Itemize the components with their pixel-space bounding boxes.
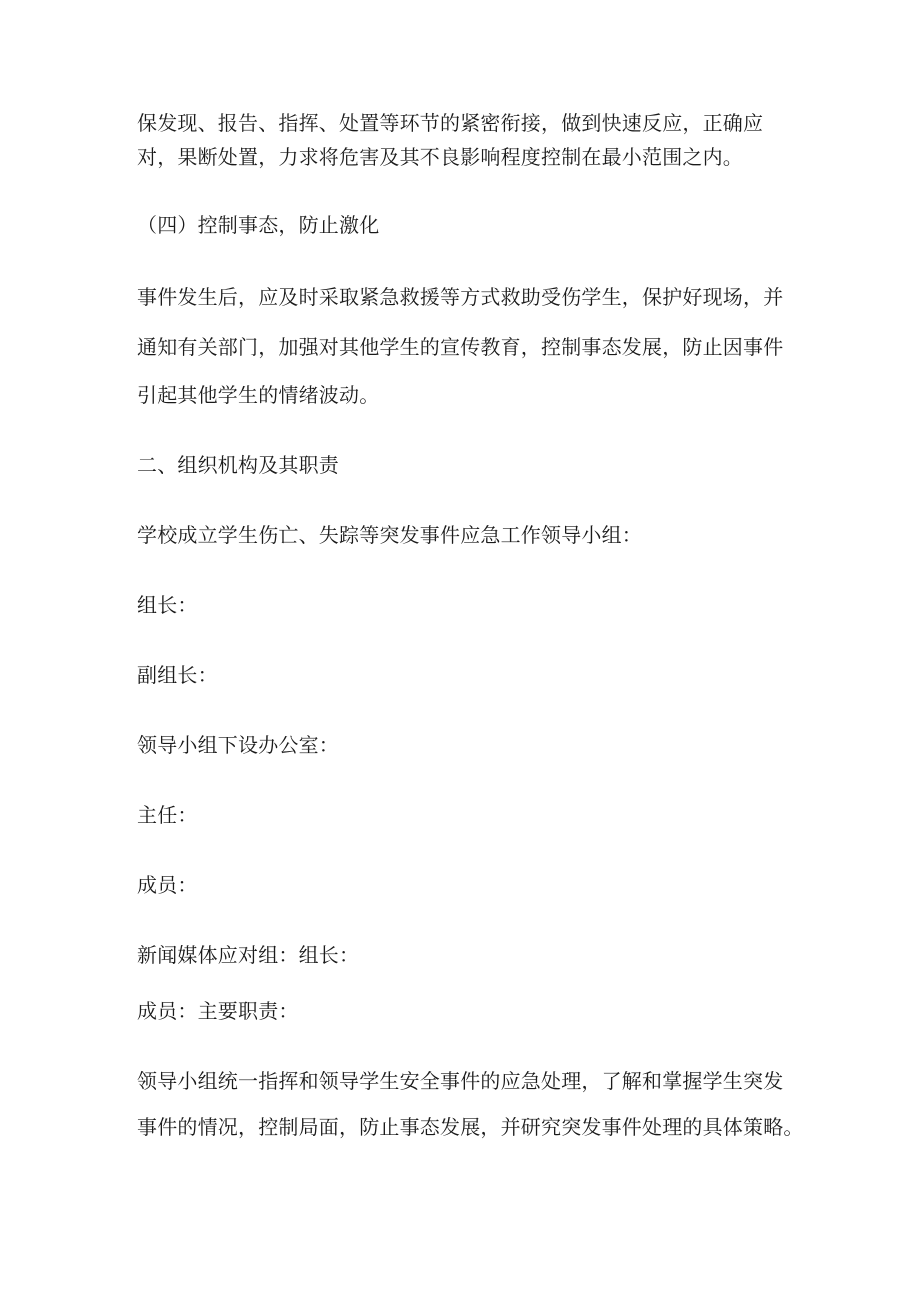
section-heading-control-situation: （四）控制事态，防止激化 bbox=[137, 213, 380, 237]
label-media-group-leader: 新闻媒体应对组：组长： bbox=[137, 943, 360, 967]
paragraph-line-1: 保发现、报告、指挥、处置等环节的紧密衔接，做到快速反应，正确应 bbox=[137, 111, 764, 135]
label-office: 领导小组下设办公室： bbox=[137, 733, 339, 757]
label-group-leader: 组长： bbox=[137, 593, 198, 617]
paragraph-line-7: 领导小组统一指挥和领导学生安全事件的应急处理，了解和掌握学生突发 bbox=[137, 1069, 784, 1093]
paragraph-line-5: 引起其他学生的情绪波动。 bbox=[137, 383, 380, 407]
section-heading-organization: 二、组织机构及其职责 bbox=[137, 453, 339, 477]
label-director: 主任： bbox=[137, 803, 198, 827]
paragraph-line-4: 通知有关部门，加强对其他学生的宣传教育，控制事态发展，防止因事件 bbox=[137, 335, 784, 359]
paragraph-line-3: 事件发生后，应及时采取紧急救援等方式救助受伤学生，保护好现场，并 bbox=[137, 285, 784, 309]
label-members: 成员： bbox=[137, 873, 198, 897]
paragraph-line-2: 对，果断处置，力求将危害及其不良影响程度控制在最小范围之内。 bbox=[137, 145, 743, 169]
label-members-duties: 成员：主要职责： bbox=[137, 999, 299, 1023]
label-deputy-leader: 副组长： bbox=[137, 663, 218, 687]
paragraph-line-8: 事件的情况，控制局面，防止事态发展，并研究突发事件处理的具体策略。 bbox=[137, 1115, 804, 1139]
paragraph-line-6: 学校成立学生伤亡、失踪等突发事件应急工作领导小组： bbox=[137, 523, 642, 547]
